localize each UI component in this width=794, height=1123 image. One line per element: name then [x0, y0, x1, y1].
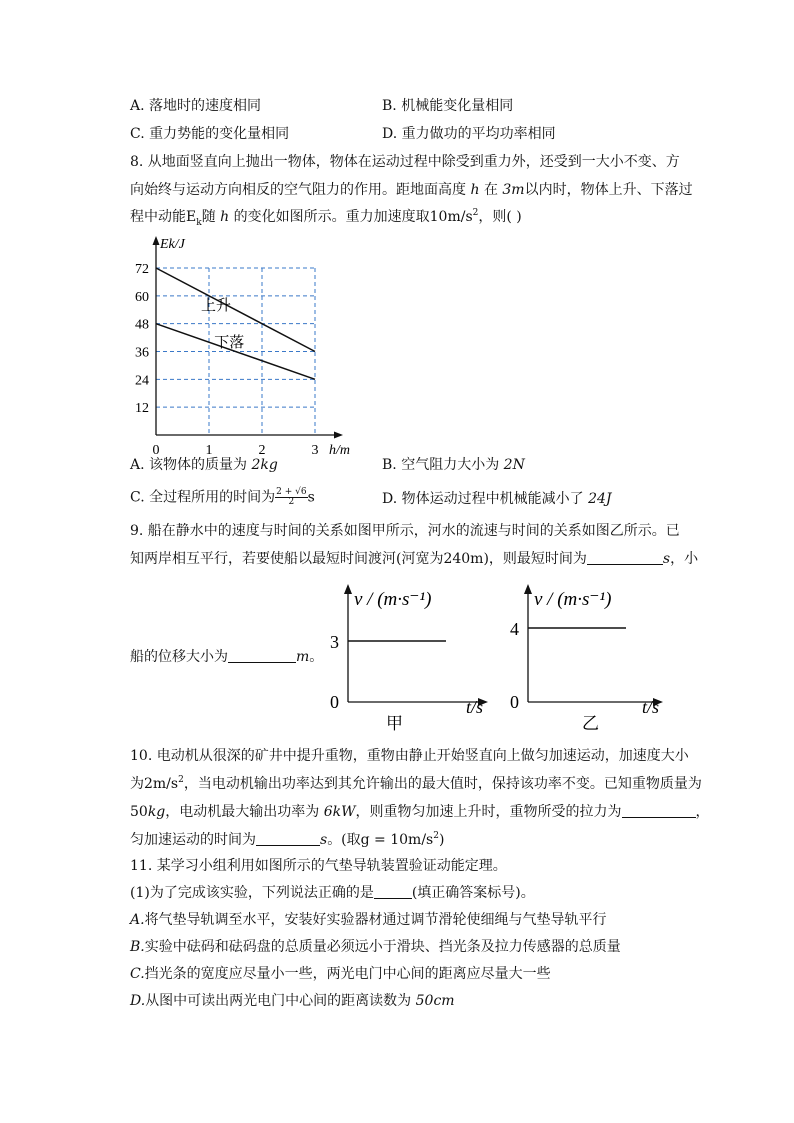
y-tick-24: 24 [135, 373, 149, 389]
q9-stem-line-1: 9. 船在静水中的速度与时间的关系如图甲所示，河水的流速与时间的关系如图乙所示。已 [130, 523, 680, 539]
ek-h-chart [125, 228, 370, 458]
answer-blank-displacement[interactable] [228, 648, 296, 663]
y-tick-48: 48 [135, 317, 149, 333]
x-tick-0: 0 [152, 443, 160, 458]
y-tick-36: 36 [135, 345, 149, 361]
y-tick-72: 72 [135, 262, 149, 277]
q9-stem-line-3: 船的位移大小为 m。 [130, 649, 324, 665]
q8-option-c: C. 全过程所用的时间为 $\frac{2 + √6}{2}$ s [130, 487, 315, 507]
q10-stem-line-3: 50kg，电动机最大输出功率为 6kW，则重物匀加速上升时，重物所受的拉力为 ， [130, 804, 710, 820]
x-tick-3: 3 [311, 443, 319, 458]
q7-option-a: A. 落地时的速度相同 [130, 98, 262, 114]
q7-option-b: B. 机械能变化量相同 [382, 98, 514, 114]
q7-option-d: D. 重力做功的平均功率相同 [382, 126, 556, 142]
q11-option-d: D.从图中可读出两光电门中心间的距离读数为 50cm [130, 993, 455, 1009]
q11-stem-line-1: 11. 某学习小组利用如图所示的气垫导轨装置验证动能定理。 [130, 858, 507, 874]
time-fraction: $\frac{2 + √6}{2}$ [276, 487, 307, 507]
q11-option-b: B.实验中砝码和砝码盘的总质量必须远小于滑块、挡光条及拉力传感器的总质量 [130, 939, 621, 955]
q8-option-d: D. 物体运动过程中机械能减小了 24J [382, 491, 612, 507]
q11-option-c: C.挡光条的宽度应尽量小一些，两光电门中心间的距离应尽量大一些 [130, 966, 551, 982]
yi-x-label: t/s [642, 697, 660, 717]
jia-origin-label: 0 [330, 692, 339, 712]
jia-x-label: t/s [466, 697, 484, 717]
answer-blank-accel-time[interactable] [256, 831, 320, 846]
jia-y-label: v / (m·s⁻¹) [354, 589, 432, 610]
q7-option-c: C. 重力势能的变化量相同 [130, 126, 290, 142]
x-axis-arrow [334, 432, 343, 439]
q10-stem-line-4: 匀加速运动的时间为 s。(取$g = 10m/s^2$) [130, 831, 445, 848]
yi-y-arrow [524, 584, 532, 594]
q9-stem-line-2: 知两岸相互平行，若要使船以最短时间渡河(河宽为240m)，则最短时间为 s，小 [130, 551, 699, 567]
series-label-fall: 下落 [214, 335, 245, 352]
y-tick-60: 60 [135, 289, 149, 305]
yi-y-label: v / (m·s⁻¹) [534, 589, 612, 610]
q11-option-a: A.将气垫导轨调至水平，安装好实验器材通过调节滑轮使细绳与气垫导轨平行 [130, 912, 607, 928]
jia-y-arrow [344, 584, 352, 594]
answer-blank-tension[interactable] [622, 803, 696, 818]
yi-origin-label: 0 [510, 692, 519, 712]
q8-option-b: B. 空气阻力大小为 2N [382, 457, 525, 473]
answer-blank-time[interactable] [587, 550, 663, 565]
q8-stem-line-1: 8. 从地面竖直向上抛出一物体，物体在运动过程中除受到重力外，还受到一大小不变、方 [130, 154, 680, 170]
x-tick-2: 2 [258, 443, 266, 458]
yi-caption: 乙 [582, 714, 599, 733]
graph-jia [318, 580, 493, 735]
yi-value-label: 4 [510, 619, 519, 639]
q8-stem-line-2: 向始终与运动方向相反的空气阻力的作用。距地面高度 h 在 3m以内时，物体上升、下落过 [130, 182, 693, 198]
q8-option-a: A. 该物体的质量为 2kg [130, 457, 278, 473]
y-tick-12: 12 [135, 401, 149, 417]
jia-caption: 甲 [386, 714, 403, 733]
x-axis-label: h/m [329, 443, 350, 458]
q10-stem-line-1: 10. 电动机从很深的矿井中提升重物，重物由静止开始竖直向上做匀加速运动，加速度大小 [130, 748, 689, 764]
q10-stem-line-2: 为$2m/s^2$，当电动机输出功率达到其允许输出的最大值时，保持该功率不变。已知重物质量为 [130, 775, 702, 792]
series-label-rise: 上升 [201, 298, 232, 315]
answer-blank-choice[interactable] [374, 884, 412, 899]
q8-stem-line-3: 程中动能$E_k$随 h 的变化如图所示。重力加速度取$10m/s^2$，则( ) [130, 208, 522, 228]
q11-stem-line-2: (1)为了完成该实验，下列说法正确的是 (填正确答案标号)。 [130, 885, 535, 901]
jia-value-label: 3 [330, 632, 339, 652]
x-tick-1: 1 [205, 443, 213, 458]
graph-yi [500, 580, 675, 735]
y-axis-label: Ek/J [160, 237, 185, 252]
y-axis-arrow [153, 236, 160, 245]
